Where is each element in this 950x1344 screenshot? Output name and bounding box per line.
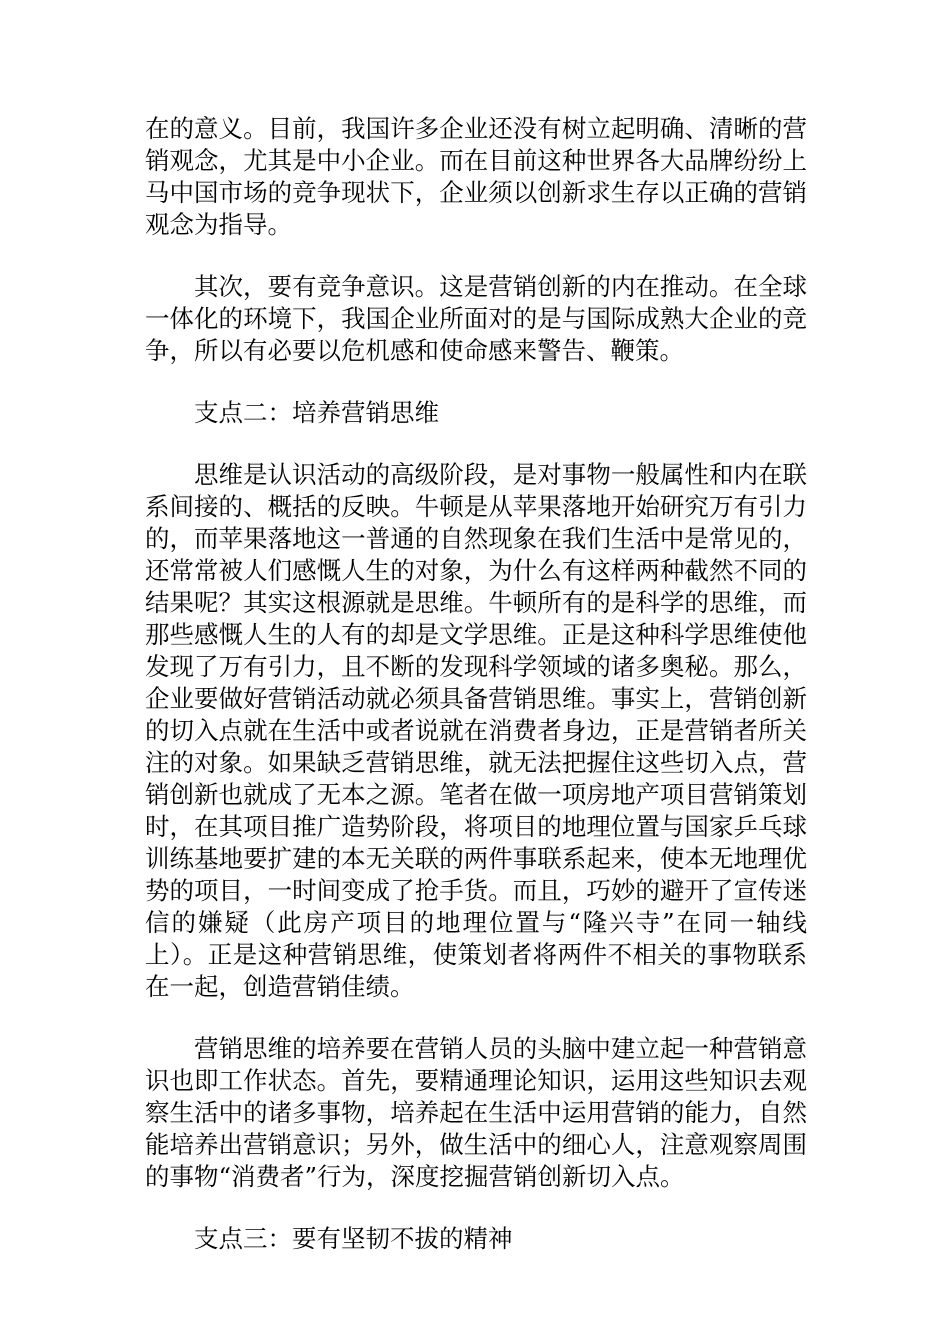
paragraph-marketing-thinking: 思维是认识活动的高级阶段，是对事物一般属性和内在联系间接的、概括的反映。牛顿是从苹果落地开始研究万有引力的，而苹果落地这一普通的自然现象在我们生活中是常见的，还常常被人们感慨人生的对象，为什么有这样两种截然不同的结果呢？其实这根源就是思维。牛顿所有的是科学的思维，而那些感慨人生的人有的却是文学思维。正是这种科学思维使他发现了万有引力，且不断的发现科学领域的诸多奥秘。那么，企业要做好营销活动就必须具备营销思维。事实上，营销创新的切入点就在生活中或者说就在消费者身边，正是营销者所关注的对象。如果缺乏营销思维，就无法把握住这些切入点，营销创新也就成了无本之源。笔者在做一项房地产项目营销策划时，在其项目推广造势阶段，将项目的地理位置与国家乒乓球训练基地要扩建的本无关联的两件事联系起来，使本无地理优势的项目，一时间变成了抢手货。而且，巧妙的避开了宣传迷信的嫌疑（此房产项目的地理位置与“隆兴寺”在同一轴线上）。正是这种营销思维，使策划者将两件不相关的事物联系在一起，创造营销佳绩。 bbox=[145, 460, 807, 1001]
section-heading-point-two: 支点二：培养营销思维 bbox=[194, 398, 439, 427]
paragraph-thinking-cultivation: 营销思维的培养要在营销人员的头脑中建立起一种营销意识也即工作状态。首先，要精通理论知识，运用这些知识去观察生活中的诸多事物，培养起在生活中运用营销的能力，自然能培养出营销意识；另外，做生活中的细心人，注意观察周围的事物“消费者”行为，深度挖掘营销创新切入点。 bbox=[145, 1034, 807, 1191]
document-page bbox=[145, 113, 807, 1285]
section-heading-point-three: 支点三：要有坚韧不拔的精神 bbox=[194, 1224, 513, 1253]
paragraph-competition-awareness: 其次，要有竞争意识。这是营销创新的内在推动。在全球一体化的环境下，我国企业所面对的是与国际成熟大企业的竞争，所以有必要以危机感和使命感来警告、鞭策。 bbox=[145, 272, 807, 365]
paragraph-marketing-concept: 在的意义。目前，我国许多企业还没有树立起明确、清晰的营销观念，尤其是中小企业。而在目前这种世界各大品牌纷纷上马中国市场的竞争现状下，企业须以创新求生存以正确的营销观念为指导。 bbox=[145, 114, 807, 239]
